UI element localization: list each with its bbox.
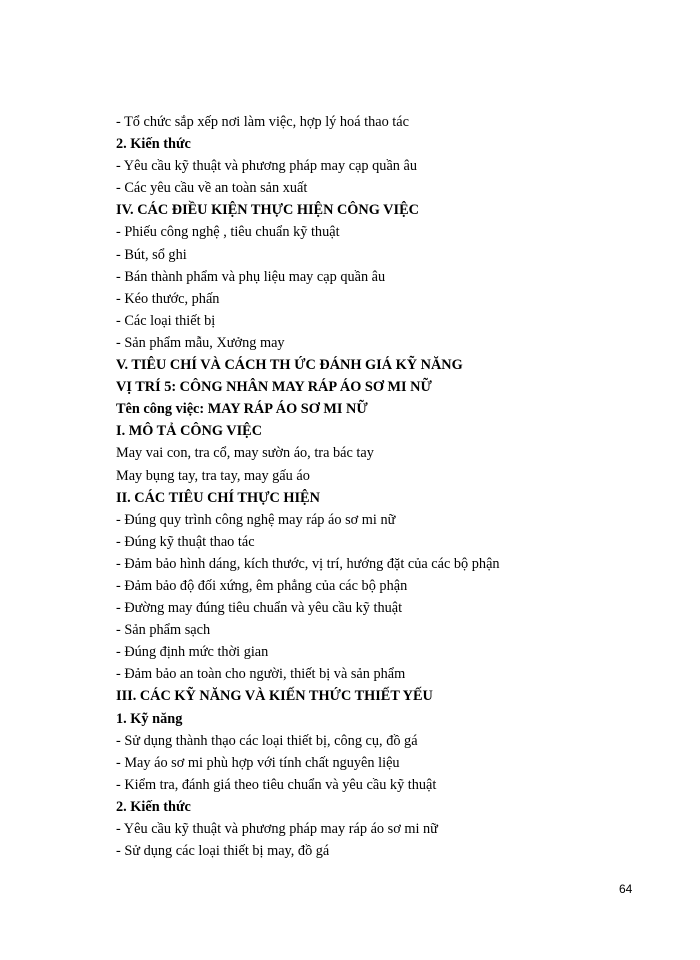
text-line: - Tổ chức sắp xếp nơi làm việc, hợp lý hoá thao tác xyxy=(116,114,409,130)
section-heading: III. CÁC KỸ NĂNG VÀ KIẾN THỨC THIẾT YẾU xyxy=(116,688,433,705)
section-heading: V. TIÊU CHÍ VÀ CÁCH TH ỨC ĐÁNH GIÁ KỸ NĂNG xyxy=(116,357,463,374)
page-body xyxy=(116,111,676,862)
text-line: - Sử dụng các loại thiết bị may, đồ gá xyxy=(116,843,330,860)
text-line: - Phiếu công nghệ , tiêu chuẩn kỹ thuật xyxy=(116,224,340,241)
text-line: - Đúng kỹ thuật thao tác xyxy=(116,533,255,550)
section-heading: IV. CÁC ĐIỀU KIỆN THỰC HIỆN CÔNG VIỆC xyxy=(116,202,419,219)
text-line: - Đúng quy trình công nghệ may ráp áo sơ mi nữ xyxy=(116,511,396,528)
text-line: - Đúng định mức thời gian xyxy=(116,644,269,661)
text-line: - Bút, sổ ghi xyxy=(116,246,187,263)
text-line: - Yêu cầu kỹ thuật và phương pháp may ráp áo sơ mi nữ xyxy=(116,821,438,837)
section-heading: VỊ TRÍ 5: CÔNG NHÂN MAY RÁP ÁO SƠ MI NỮ xyxy=(116,379,432,396)
section-heading: 2. Kiến thức xyxy=(116,136,191,153)
text-line: - Bán thành phẩm và phụ liệu may cạp quần âu xyxy=(116,268,386,285)
text-line: - Sử dụng thành thạo các loại thiết bị, công cụ, đồ gá xyxy=(116,732,418,749)
text-line: - Đảm bảo hình dáng, kích thước, vị trí, hướng đặt của các bộ phận xyxy=(116,555,500,572)
text-line: - Kiểm tra, đánh giá theo tiêu chuẩn và yêu cầu kỹ thuật xyxy=(116,776,437,793)
text-line: - Các yêu cầu về an toàn sản xuất xyxy=(116,180,308,197)
section-heading: Tên công việc: MAY RÁP ÁO SƠ MI NỮ xyxy=(116,401,368,418)
section-heading: 1. Kỹ năng xyxy=(116,710,183,727)
text-line: May vai con, tra cổ, may sườn áo, tra bác tay xyxy=(116,445,374,462)
text-line: - Các loại thiết bị xyxy=(116,312,216,329)
text-line: May bụng tay, tra tay, may gấu áo xyxy=(116,467,310,484)
text-line: - Đảm bảo an toàn cho người, thiết bị và sản phẩm xyxy=(116,666,406,683)
text-line: - Sản phẩm sạch xyxy=(116,622,211,639)
text-line: - Đường may đúng tiêu chuẩn và yêu cầu kỹ thuật xyxy=(116,600,403,617)
section-heading: 2. Kiến thức xyxy=(116,798,191,815)
text-line: - Đảm bảo độ đối xứng, êm phẳng của các bộ phận xyxy=(116,577,408,594)
text-line: - Yêu cầu kỹ thuật và phương pháp may cạp quần âu xyxy=(116,158,418,175)
text-line: - Kéo thước, phấn xyxy=(116,290,220,307)
page-number: 64 xyxy=(619,882,633,896)
section-heading: II. CÁC TIÊU CHÍ THỰC HIỆN xyxy=(116,489,320,506)
text-line: - Sản phẩm mẫu, Xưởng may xyxy=(116,334,285,351)
section-heading: I. MÔ TẢ CÔNG VIỆC xyxy=(116,423,263,440)
text-line: - May áo sơ mi phù hợp với tính chất nguyên liệu xyxy=(116,754,400,771)
